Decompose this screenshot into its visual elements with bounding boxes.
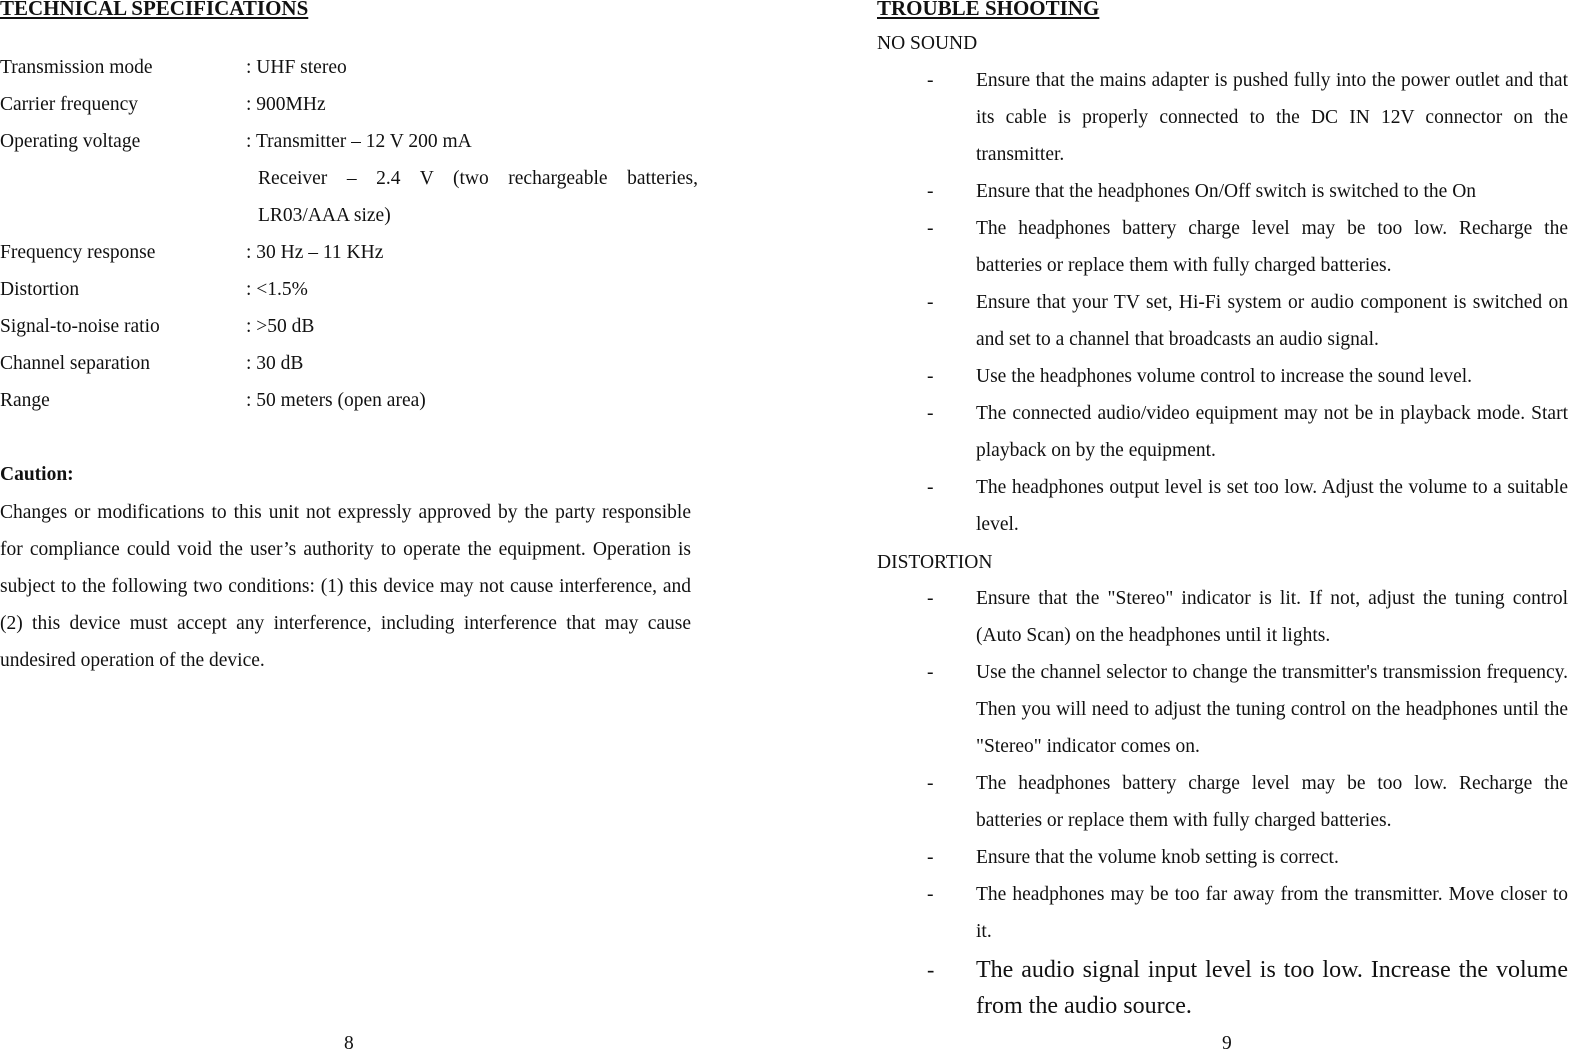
spec-value: : <1.5% — [246, 279, 308, 300]
caution-text: Changes or modifications to this unit not expressly approved by the party responsible for compliance could void the user’s authority to operate the equipment. Operation is subject to the following two conditions: (1) this device may not cause interference, and (2) this device must accept any interference, including interference that may cause undesired operation of the device. — [0, 502, 691, 671]
item-text: The headphones battery charge level may be too low. Recharge the batteries or replace them with fully charged batteries. — [976, 218, 1568, 276]
spec-row-signal-to-noise — [0, 315, 697, 339]
item-text: Ensure that the mains adapter is pushed fully into the power outlet and that its cable is properly connected to the DC IN 12V connector on the transmitter. — [976, 70, 1568, 165]
item-text: Ensure that your TV set, Hi-Fi system or audio component is switched on and set to a channel that broadcasts an audio signal. — [976, 292, 1568, 350]
item-text: Ensure that the volume knob setting is correct. — [976, 847, 1339, 868]
spec-label: Range — [0, 390, 50, 411]
spec-voltage-receiver: Receiver – 2.4 V (two rechargeable batteries, LR03/AAA size) — [258, 168, 698, 226]
spec-row-distortion — [0, 278, 697, 302]
item-text: Use the channel selector to change the transmitter's transmission frequency. Then you will need to adjust the tuning control on the headphones until the "Stereo" indicator comes on. — [976, 662, 1568, 757]
item-text: Ensure that the headphones On/Off switch is switched to the On — [976, 181, 1477, 202]
spec-value: : 900MHz — [246, 94, 326, 115]
caution-title: Caution: — [0, 464, 74, 485]
page-number-right: 9 — [1222, 1033, 1232, 1054]
bullet-dash: - — [927, 884, 934, 905]
bullet-dash: - — [927, 181, 934, 202]
bullet-dash: - — [927, 588, 934, 609]
item-text: Ensure that the "Stereo" indicator is lit. If not, adjust the tuning control (Auto Scan) on the headphones until it lights. — [976, 588, 1568, 646]
bullet-dash: - — [927, 292, 934, 313]
spec-value: : >50 dB — [246, 316, 315, 337]
spec-value: : 30 Hz – 11 KHz — [246, 242, 384, 263]
spec-label: Signal-to-noise ratio — [0, 316, 160, 337]
spec-value: : UHF stereo — [246, 57, 347, 78]
item-text: The headphones output level is set too low. Adjust the volume to a suitable level. — [976, 477, 1568, 535]
bullet-dash: - — [927, 662, 934, 683]
spec-label: Operating voltage — [0, 131, 141, 152]
spec-row-frequency-response — [0, 241, 697, 265]
spec-value: : Transmitter – 12 V 200 mA — [246, 131, 472, 152]
page-number-left: 8 — [344, 1033, 354, 1054]
spec-label: Channel separation — [0, 353, 150, 374]
item-text: Use the headphones volume control to increase the sound level. — [976, 366, 1473, 387]
tech-specs-title: TECHNICAL SPECIFICATIONS — [0, 0, 309, 20]
spec-value: : 50 meters (open area) — [246, 390, 426, 411]
no-sound-heading: NO SOUND — [877, 33, 978, 54]
spec-row-range — [0, 389, 697, 413]
spec-row-operating-voltage — [0, 130, 697, 154]
spec-label: Distortion — [0, 279, 80, 300]
bullet-dash: - — [927, 957, 935, 982]
spec-row-channel-separation — [0, 352, 697, 376]
item-text: The audio signal input level is too low. Increase the volume from the audio source. — [976, 957, 1568, 1019]
spec-label: Carrier frequency — [0, 94, 139, 115]
distortion-heading: DISTORTION — [877, 552, 993, 573]
item-text: The headphones battery charge level may be too low. Recharge the batteries or replace them with fully charged batteries. — [976, 773, 1568, 831]
bullet-dash: - — [927, 847, 934, 868]
bullet-dash: - — [927, 366, 934, 387]
item-text: The connected audio/video equipment may not be in playback mode. Start playback on by the equipment. — [976, 403, 1568, 461]
bullet-dash: - — [927, 403, 934, 424]
spec-row-transmission-mode — [0, 56, 697, 80]
bullet-dash: - — [927, 773, 934, 794]
spec-value: : 30 dB — [246, 353, 304, 374]
bullet-dash: - — [927, 477, 934, 498]
spec-row-carrier-frequency — [0, 93, 697, 117]
bullet-dash: - — [927, 218, 934, 239]
spec-label: Frequency response — [0, 242, 156, 263]
item-text: The headphones may be too far away from the transmitter. Move closer to it. — [976, 884, 1568, 942]
spec-label: Transmission mode — [0, 57, 153, 78]
bullet-dash: - — [927, 70, 934, 91]
troubleshooting-title: TROUBLE SHOOTING — [877, 0, 1100, 20]
